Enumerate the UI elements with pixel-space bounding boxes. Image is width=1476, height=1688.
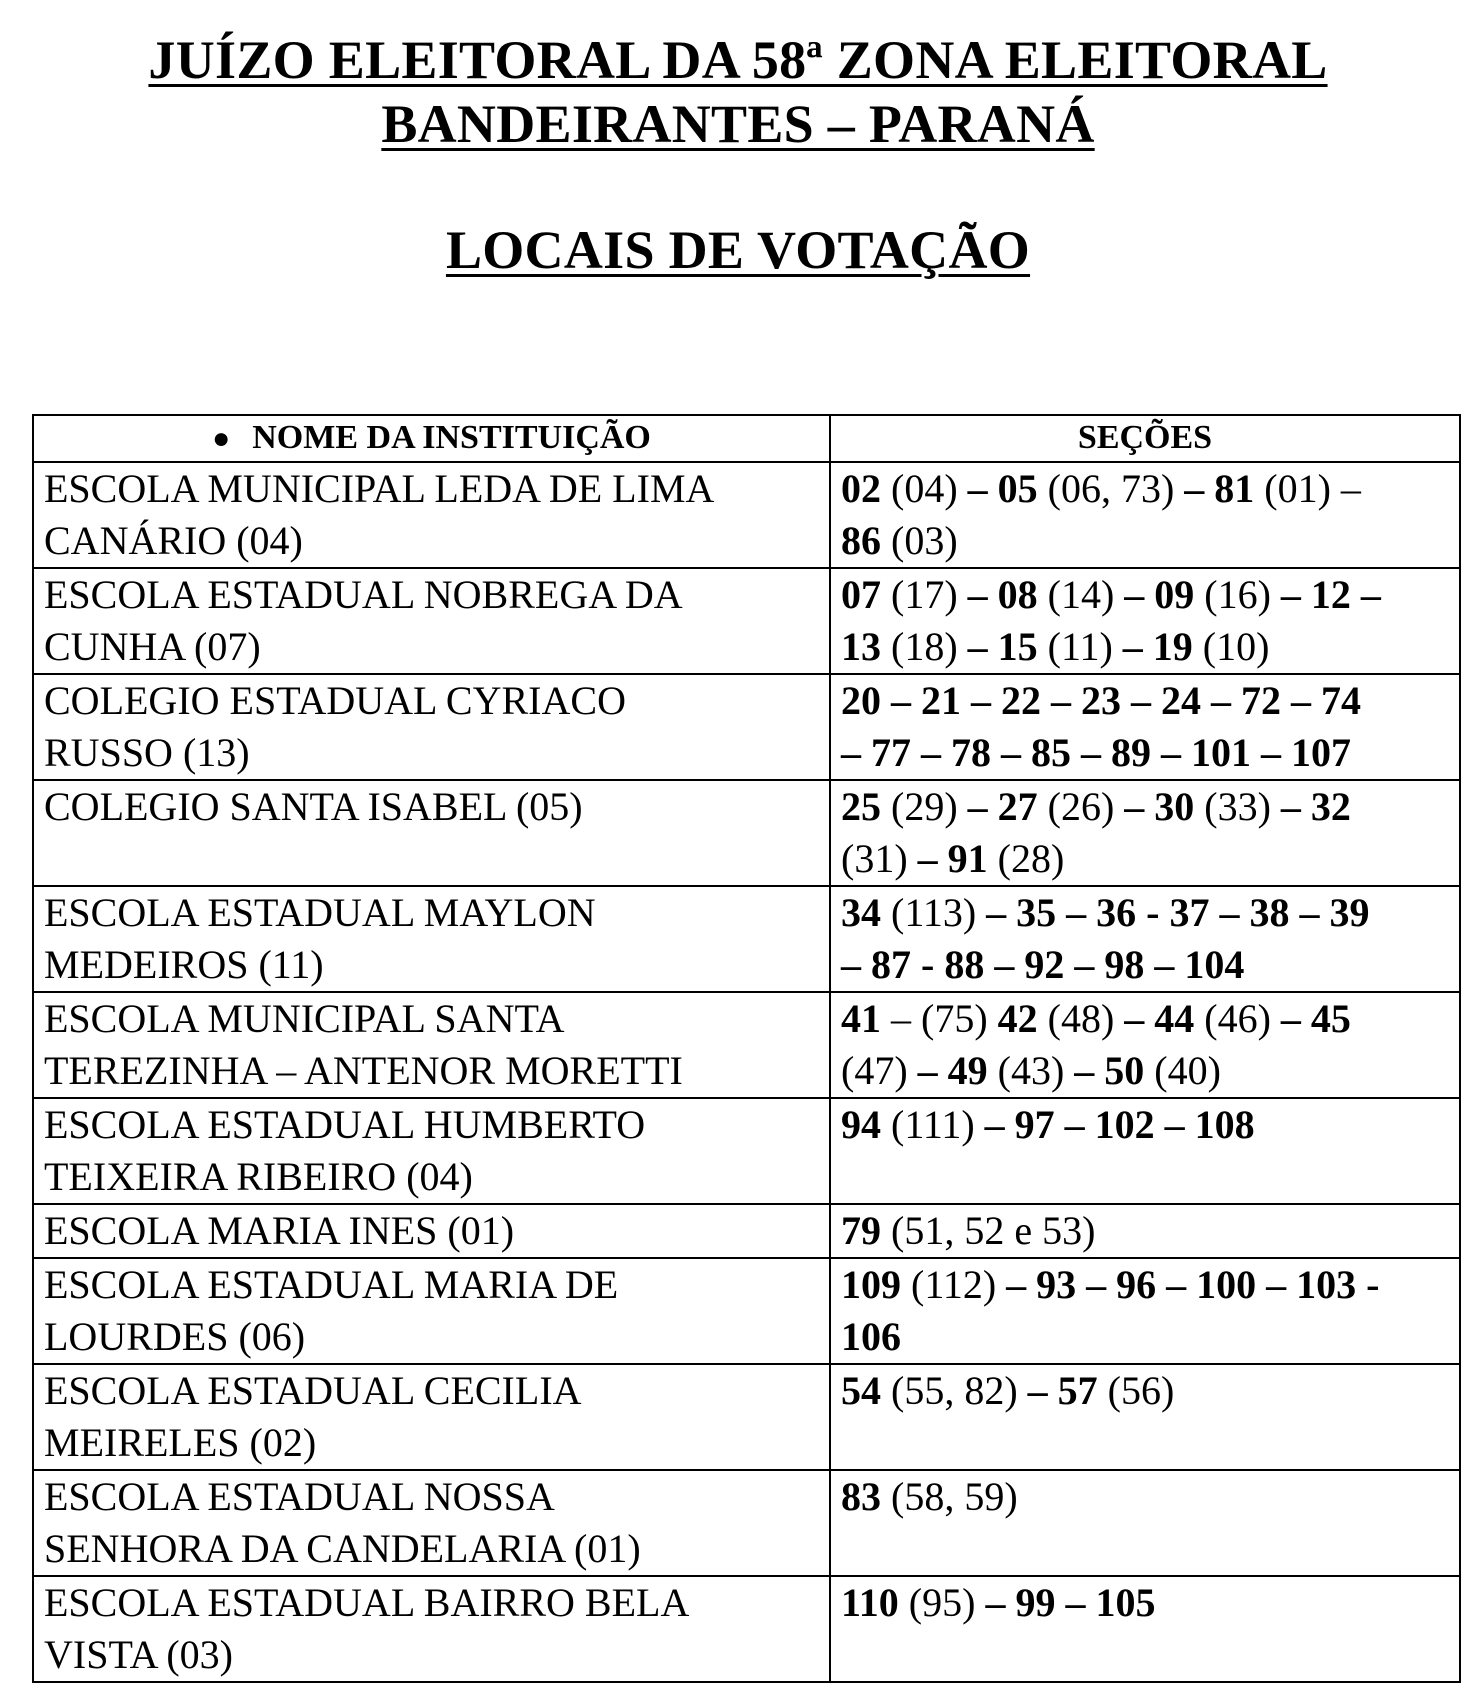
section-number: 34 [841, 890, 881, 935]
table-row [33, 886, 1460, 992]
institution-name-line: COLEGIO ESTADUAL CYRIACO [44, 678, 626, 723]
section-number: 50 [1104, 1048, 1145, 1093]
section-number: 110 [841, 1580, 899, 1625]
section-aux-text: (40) [1144, 1048, 1221, 1093]
sections-cell [830, 780, 1460, 886]
section-number: 30 [1154, 784, 1195, 829]
institution-name-line: ESCOLA ESTADUAL NOSSA [44, 1474, 555, 1519]
section-number: 49 [947, 1048, 988, 1093]
table-body [33, 462, 1460, 1682]
section-aux-text [1301, 572, 1311, 617]
section-number: – [967, 466, 988, 511]
table-row [33, 1098, 1460, 1204]
section-aux-text: (111) [881, 1102, 985, 1147]
section-number: – [1122, 624, 1143, 669]
sections-line [841, 1045, 1449, 1097]
section-number: 41 [841, 996, 881, 1041]
institution-name-cell [33, 992, 830, 1098]
institution-name-line: MEIRELES (02) [44, 1420, 317, 1465]
section-number: 81 [1214, 466, 1255, 511]
table-row [33, 1576, 1460, 1682]
section-aux-text: (11) [1037, 624, 1123, 669]
section-number: 42 [997, 996, 1038, 1041]
sections-cell [830, 1204, 1460, 1258]
section-aux-text [938, 1048, 948, 1093]
section-number: 12 – [1310, 572, 1381, 617]
institution-name-line: COLEGIO SANTA ISABEL (05) [44, 784, 583, 829]
sections-line [841, 463, 1449, 515]
section-number: 79 [841, 1208, 881, 1253]
institution-name-line: ESCOLA MUNICIPAL SANTA [44, 996, 565, 1041]
voting-locations-table [32, 414, 1461, 1683]
section-aux-text: (51, 52 e 53) [881, 1208, 1096, 1253]
institution-name-cell [33, 780, 830, 886]
section-aux-text [1094, 1048, 1104, 1093]
table-row [33, 1470, 1460, 1576]
section-aux-text: – (75) [881, 996, 998, 1041]
section-aux-text: (03) [881, 518, 958, 563]
section-number: – 93 – 96 – 100 – 103 - [1006, 1262, 1380, 1307]
section-number: – [967, 624, 988, 669]
section-aux-text [988, 466, 998, 511]
section-number: 44 [1154, 996, 1195, 1041]
section-aux-text: (10) [1192, 624, 1270, 669]
institution-name-line: ESCOLA ESTADUAL BAIRRO BELA [44, 1580, 690, 1625]
table-header-row [33, 415, 1460, 462]
title-line-court: JUÍZO ELEITORAL DA 58ª ZONA ELEITORAL [148, 30, 1328, 90]
institution-name-cell [33, 462, 830, 568]
section-number: 15 [997, 624, 1038, 669]
section-aux-text [1144, 572, 1154, 617]
section-number: – 35 – 36 - 37 – 38 – 39 [986, 890, 1370, 935]
section-number: – [1124, 784, 1145, 829]
table-row [33, 992, 1460, 1098]
sections-line [841, 833, 1449, 885]
section-aux-text: (18) [881, 624, 968, 669]
sections-line [841, 515, 1449, 567]
sections-cell [830, 1364, 1460, 1470]
section-aux-text [938, 836, 948, 881]
institution-name-line: ESCOLA ESTADUAL MAYLON [44, 890, 596, 935]
section-aux-text: (04) [881, 466, 968, 511]
sections-cell [830, 1098, 1460, 1204]
section-number: 25 [841, 784, 881, 829]
section-number: – [967, 784, 988, 829]
institution-name-line: LOURDES (06) [44, 1314, 306, 1359]
section-number: – [1280, 784, 1301, 829]
section-aux-text: (26) [1037, 784, 1125, 829]
section-aux-text: (16) [1194, 572, 1281, 617]
sections-line [841, 621, 1449, 673]
table-row [33, 1364, 1460, 1470]
sections-cell [830, 568, 1460, 674]
section-aux-text: (58, 59) [881, 1474, 1018, 1519]
sections-cell [830, 674, 1460, 780]
sections-line [841, 1311, 1449, 1363]
institution-name-cell [33, 886, 830, 992]
sections-line [841, 1365, 1449, 1417]
sections-cell [830, 886, 1460, 992]
section-aux-text: (95) [898, 1580, 986, 1625]
sections-line [841, 1099, 1449, 1151]
table-row [33, 1258, 1460, 1364]
section-number: 109 [841, 1262, 901, 1307]
section-number: 19 [1152, 624, 1193, 669]
section-aux-text: (17) [881, 572, 968, 617]
institution-name-cell [33, 1204, 830, 1258]
section-number: 09 [1154, 572, 1195, 617]
section-number: – [1280, 572, 1301, 617]
section-number: 57 [1057, 1368, 1098, 1413]
institution-name-line: ESCOLA MARIA INES (01) [44, 1208, 515, 1253]
section-number: – [967, 572, 988, 617]
section-number: 106 [841, 1314, 901, 1359]
section-aux-text: (55, 82) [881, 1368, 1028, 1413]
section-number: 94 [841, 1102, 881, 1147]
title-line-city: BANDEIRANTES – PARANÁ [381, 94, 1095, 154]
section-number: – [1124, 572, 1145, 617]
section-number: – 77 – 78 – 85 – 89 – 101 – 107 [841, 730, 1351, 775]
section-aux-text [1204, 466, 1214, 511]
section-number: 02 [841, 466, 881, 511]
section-aux-text: (28) [987, 836, 1065, 881]
institution-name-cell [33, 1470, 830, 1576]
section-number: 05 [997, 466, 1038, 511]
section-number: – [917, 1048, 938, 1093]
section-number: 45 [1310, 996, 1351, 1041]
section-aux-text: (01) – [1254, 466, 1361, 511]
section-number: 32 [1310, 784, 1351, 829]
institution-name-line: RUSSO (13) [44, 730, 250, 775]
institution-name-line: CUNHA (07) [44, 624, 261, 669]
sections-line [841, 675, 1449, 727]
section-number: – 99 – 105 [985, 1580, 1156, 1625]
sections-line [841, 569, 1449, 621]
table-row [33, 462, 1460, 568]
bullet-icon: ● [212, 422, 231, 455]
sections-cell [830, 992, 1460, 1098]
sections-line [841, 1471, 1449, 1523]
section-number: – [1124, 996, 1145, 1041]
sections-cell [830, 1470, 1460, 1576]
section-aux-text [1144, 996, 1154, 1041]
section-number: – [1074, 1048, 1095, 1093]
sections-line [841, 1259, 1449, 1311]
institution-name-line: MEDEIROS (11) [44, 942, 324, 987]
institution-name-cell [33, 1364, 830, 1470]
locais-heading: LOCAIS DE VOTAÇÃO [445, 220, 1031, 280]
section-aux-text: (33) [1194, 784, 1281, 829]
section-aux-text [1048, 1368, 1058, 1413]
section-number: 86 [841, 518, 881, 563]
section-number: – [917, 836, 938, 881]
institution-name-line: ESCOLA ESTADUAL MARIA DE [44, 1262, 619, 1307]
column-header-institution [33, 415, 830, 462]
sections-line [841, 939, 1449, 991]
institution-name-line: ESCOLA ESTADUAL HUMBERTO [44, 1102, 646, 1147]
institution-name-line: CANÁRIO (04) [44, 518, 303, 563]
section-aux-text: (47) [841, 1048, 918, 1093]
column-header-institution-label: NOME DA INSTITUIÇÃO [252, 419, 651, 456]
institution-name-cell [33, 568, 830, 674]
section-aux-text: (46) [1194, 996, 1281, 1041]
section-number: – 87 - 88 – 92 – 98 – 104 [841, 942, 1245, 987]
institution-name-line: VISTA (03) [44, 1632, 234, 1677]
table-row [33, 568, 1460, 674]
section-aux-text [988, 784, 998, 829]
section-aux-text: (112) [901, 1262, 1007, 1307]
document-title [0, 28, 1476, 156]
section-number: 08 [997, 572, 1038, 617]
institution-name-line: ESCOLA ESTADUAL CECILIA [44, 1368, 582, 1413]
institution-name-cell [33, 1258, 830, 1364]
institution-name-line: TEIXEIRA RIBEIRO (04) [44, 1154, 473, 1199]
section-aux-text [1301, 996, 1311, 1041]
sections-cell [830, 1576, 1460, 1682]
section-aux-text: (43) [987, 1048, 1075, 1093]
section-aux-text: (29) [881, 784, 968, 829]
section-number: – [1027, 1368, 1048, 1413]
sections-line [841, 727, 1449, 779]
section-aux-text: (56) [1097, 1368, 1175, 1413]
section-aux-text [1143, 624, 1153, 669]
institution-name-cell [33, 1098, 830, 1204]
section-aux-text: (31) [841, 836, 918, 881]
section-aux-text: (48) [1037, 996, 1125, 1041]
sections-line [841, 1205, 1449, 1257]
institution-name-cell [33, 1576, 830, 1682]
section-number: – [1280, 996, 1301, 1041]
section-number: 91 [947, 836, 988, 881]
section-aux-text [1301, 784, 1311, 829]
section-aux-text [1144, 784, 1154, 829]
section-number: 27 [997, 784, 1038, 829]
section-heading [0, 218, 1476, 282]
institution-name-line: SENHORA DA CANDELARIA (01) [44, 1526, 641, 1571]
sections-cell [830, 462, 1460, 568]
column-header-sections: SEÇÕES [830, 415, 1460, 462]
institution-name-line: ESCOLA ESTADUAL NOBREGA DA [44, 572, 683, 617]
sections-line [841, 887, 1449, 939]
section-aux-text [988, 572, 998, 617]
table-row [33, 674, 1460, 780]
sections-line [841, 993, 1449, 1045]
section-aux-text: (14) [1037, 572, 1125, 617]
section-number: 13 [841, 624, 881, 669]
section-number: 07 [841, 572, 881, 617]
section-number: 83 [841, 1474, 881, 1519]
institution-name-cell [33, 674, 830, 780]
section-aux-text [988, 624, 998, 669]
sections-line [841, 1577, 1449, 1629]
table-row [33, 1204, 1460, 1258]
table-row [33, 780, 1460, 886]
sections-line [841, 781, 1449, 833]
section-number: 54 [841, 1368, 881, 1413]
section-number: 20 – 21 – 22 – 23 – 24 – 72 – 74 [841, 678, 1361, 723]
section-number: – [1184, 466, 1205, 511]
institution-name-line: ESCOLA MUNICIPAL LEDA DE LIMA [44, 466, 715, 511]
section-aux-text: (06, 73) [1037, 466, 1185, 511]
section-number: – 97 – 102 – 108 [984, 1102, 1255, 1147]
institution-name-line: TEREZINHA – ANTENOR MORETTI [44, 1048, 683, 1093]
sections-cell [830, 1258, 1460, 1364]
section-aux-text: (113) [881, 890, 987, 935]
